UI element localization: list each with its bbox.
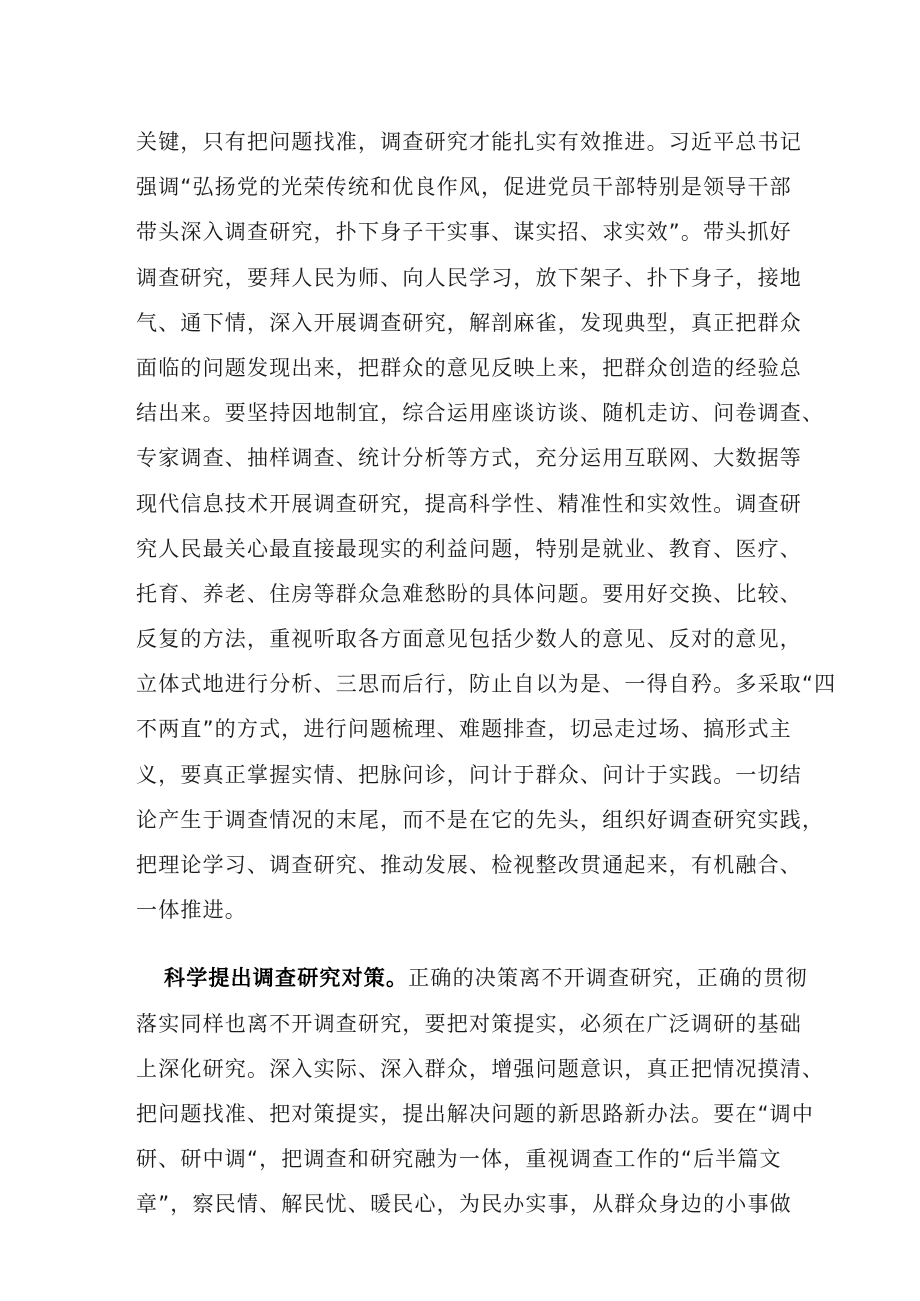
paragraph-research-practice [136, 120, 837, 933]
paragraph-gap [136, 933, 796, 956]
text-line: 不两直”的方式，进行问题梳理、难题排查，切忌走过场、搞形式主 [136, 717, 792, 742]
text-line: 调查研究，要拜人民为师、向人民学习，放下架子、扑下身子，接地 [136, 265, 802, 290]
text-line: 结出来。要坚持因地制宜，综合运用座谈访谈、随机走访、问卷调查、 [136, 401, 825, 426]
document-body [136, 120, 837, 1228]
text-line: 强调“弘扬党的光荣传统和优良作风，促进党员干部特别是领导干部 [136, 175, 792, 200]
text-line: 面临的问题发现出来，把群众的意见反映上来，把群众创造的经验总 [136, 355, 802, 380]
text-line: 上深化研究。深入实际、深入群众，增强问题意识，真正把情况摸清、 [136, 1056, 825, 1081]
text-line: 义，要真正掌握实情、把脉问诊，问计于群众、问计于实践。一切结 [136, 762, 802, 787]
text-line: 落实同样也离不开调查研究，要把对策提实，必须在广泛调研的基础 [136, 1011, 802, 1036]
text-line: 究人民最关心最直接最现实的利益问题，特别是就业、教育、医疗、 [136, 536, 802, 561]
text-line: 论产生于调查情况的末尾，而不是在它的先头，组织好调查研究实践， [136, 807, 825, 832]
paragraph-research-countermeasures [136, 956, 825, 1227]
text-line: 现代信息技术开展调查研究，提高科学性、精准性和实效性。调查研 [136, 491, 802, 516]
text-line: 专家调查、抽样调查、统计分析等方式，充分运用互联网、大数据等 [136, 446, 802, 471]
text-line: 托育、养老、住房等群众急难愁盼的具体问题。要用好交换、比较、 [136, 581, 802, 606]
text-line: 关键，只有把问题找准，调查研究才能扎实有效推进。习近平总书记 [136, 130, 802, 154]
text-line: 反复的方法，重视听取各方面意见包括少数人的意见、反对的意见， [136, 627, 802, 652]
text-line: 把问题找准、把对策提实，提出解决问题的新思路新办法。要在“调中 [136, 1101, 815, 1126]
text-line-first [136, 956, 808, 1001]
text-line: 立体式地进行分析、三思而后行，防止自以为是、一得自矜。多采取“四 [136, 672, 837, 697]
text-line: 一体推进。 [136, 898, 247, 923]
text-run: 正确的决策离不开调查研究，正确的贯彻 [408, 966, 808, 991]
text-line: 气、通下情，深入开展调查研究，解剖麻雀，发现典型，真正把群众 [136, 310, 802, 335]
paragraph-heading: 科学提出调查研究对策。 [164, 966, 409, 991]
text-line: 研、研中调“，把调查和研究融为一体，重视调查工作的“后半篇文 [136, 1147, 782, 1172]
text-line: 带头深入调查研究，扑下身子干实事、谋实招、求实效”。带头抓好 [136, 220, 792, 245]
text-line: 把理论学习、调查研究、推动发展、检视整改贯通起来，有机融合、 [136, 853, 802, 877]
text-line: 章”，察民情、解民忧、暖民心，为民办实事，从群众身边的小事做 [136, 1192, 792, 1217]
